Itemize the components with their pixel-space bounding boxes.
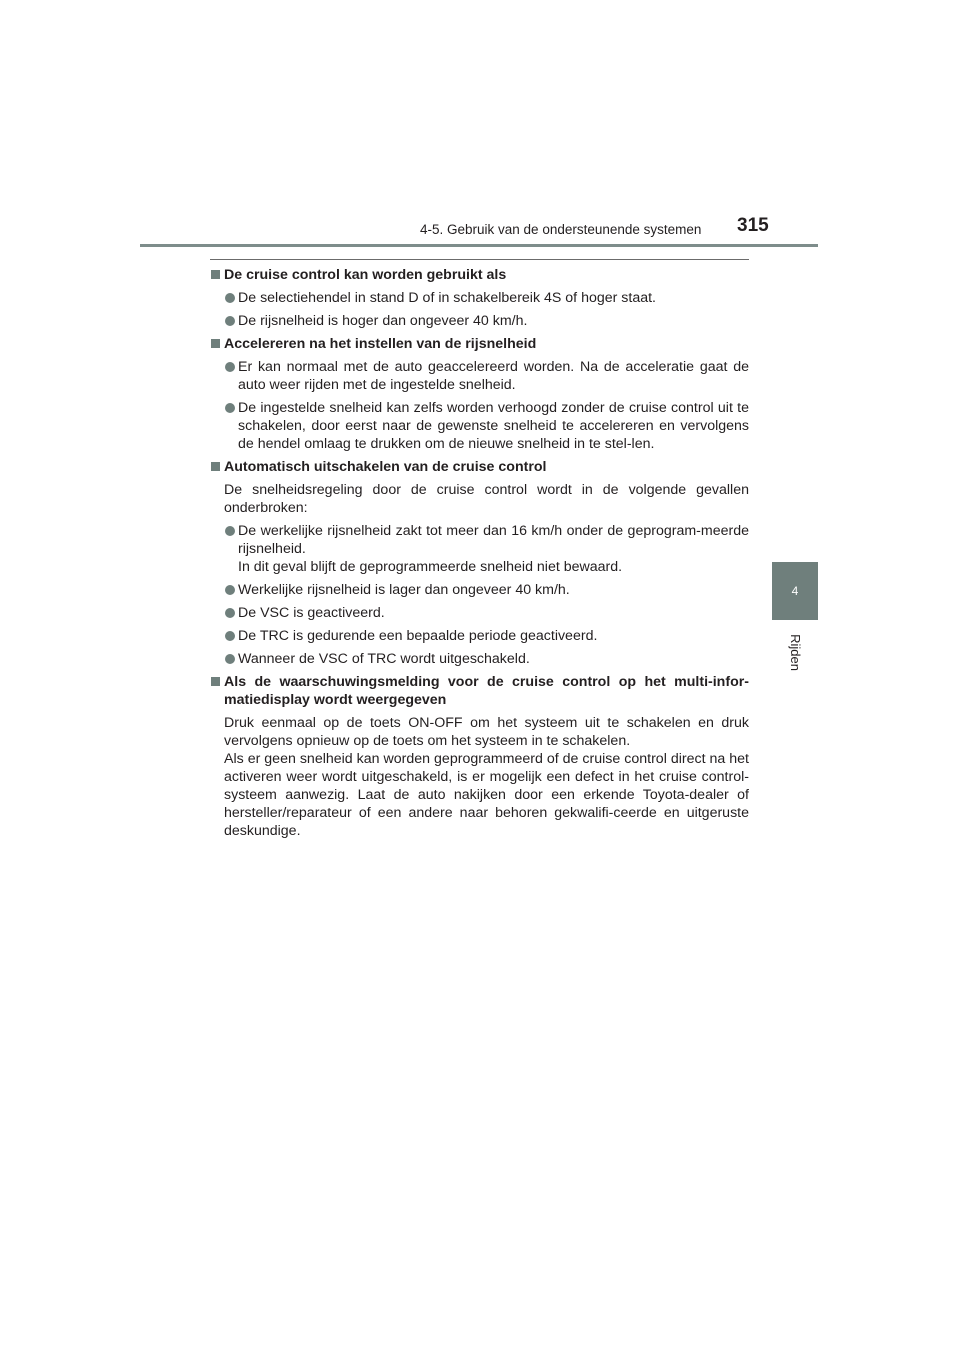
circle-bullet-icon xyxy=(225,293,235,303)
list-item xyxy=(210,627,749,645)
square-bullet-icon xyxy=(211,462,220,471)
content-rule xyxy=(210,259,749,260)
square-bullet-icon xyxy=(211,677,220,686)
list-item-text: Werkelijke rijsnelheid is lager dan ongeveer 40 km/h. xyxy=(238,582,570,598)
list-item xyxy=(210,358,749,394)
circle-bullet-icon xyxy=(225,403,235,413)
section-heading xyxy=(210,458,749,476)
chapter-label xyxy=(778,630,812,674)
circle-bullet-icon xyxy=(225,585,235,595)
header-rule xyxy=(140,244,818,247)
list-item-text: De rijsnelheid is hoger dan ongeveer 40 km/h. xyxy=(238,313,528,329)
list-item-text: Wanneer de VSC of TRC wordt uitgeschakeld. xyxy=(238,651,530,667)
header-title: 4-5. Gebruik van de ondersteunende systemen xyxy=(420,222,702,237)
circle-bullet-icon xyxy=(225,654,235,664)
list-item-text: De TRC is gedurende een bepaalde periode geactiveerd. xyxy=(238,628,598,644)
list-item-text: Er kan normaal met de auto geaccelereerd worden. Na de acceleratie gaat de auto weer rijden met de ingestelde snelheid. xyxy=(238,359,749,393)
list-item-text: De VSC is geactiveerd. xyxy=(238,605,385,621)
square-bullet-icon xyxy=(211,270,220,279)
list-item xyxy=(210,604,749,622)
circle-bullet-icon xyxy=(225,316,235,326)
list-item xyxy=(210,581,749,599)
circle-bullet-icon xyxy=(225,608,235,618)
list-item-text: De werkelijke rijsnelheid zakt tot meer dan 16 km/h onder de geprogram-meerde rijsnelheid. In dit geval blijft de geprogrammeerde snelheid niet bewaard. xyxy=(238,523,749,575)
section-heading xyxy=(210,266,749,284)
section-heading-text: De cruise control kan worden gebruikt als xyxy=(224,267,507,283)
page-number: 315 xyxy=(737,215,769,236)
square-bullet-icon xyxy=(211,339,220,348)
section-body: Druk eenmaal op de toets ON-OFF om het systeem uit te schakelen en druk vervolgens opnieuw op de toets om het systeem in te schakelen. Als er geen snelheid kan worden geprogrammeerd of de cruise control direct na het activeren weer wordt uitgeschakeld, is er mogelijk een defect in het cruise control-systeem aanwezig. Laat de auto nakijken door een erkende Toyota-dealer of hersteller/reparateur of een andere naar behoren gekwalifi-ceerde en uitgeruste deskundige. xyxy=(224,715,749,839)
section-heading xyxy=(210,673,749,709)
circle-bullet-icon xyxy=(225,631,235,641)
circle-bullet-icon xyxy=(225,526,235,536)
page-content xyxy=(210,266,749,845)
section-intro: De snelheidsregeling door de cruise control wordt in de volgende gevallen onderbroken: xyxy=(224,482,749,516)
section-heading xyxy=(210,335,749,353)
chapter-label-text: Rijden xyxy=(787,633,803,671)
list-item xyxy=(210,312,749,330)
list-item xyxy=(210,289,749,307)
section-heading-text: Accelereren na het instellen van de rijsnelheid xyxy=(224,336,537,352)
chapter-tab[interactable] xyxy=(772,562,818,620)
list-item-text: De selectiehendel in stand D of in schakelbereik 4S of hoger staat. xyxy=(238,290,656,306)
list-item xyxy=(210,399,749,453)
circle-bullet-icon xyxy=(225,362,235,372)
chapter-number: 4 xyxy=(791,584,799,598)
section-heading-text: Als de waarschuwingsmelding voor de cruise control op het multi-infor-matiedisplay wordt weergegeven xyxy=(224,674,749,708)
list-item xyxy=(210,650,749,668)
section-heading-text: Automatisch uitschakelen van de cruise control xyxy=(224,459,547,475)
list-item-text: De ingestelde snelheid kan zelfs worden verhoogd zonder de cruise control uit te schakelen, door eerst naar de gewenste snelheid te accelereren en vervolgens de hendel omlaag te drukken om de nieuwe snelheid in te stel-len. xyxy=(238,400,749,452)
list-item xyxy=(210,522,749,576)
